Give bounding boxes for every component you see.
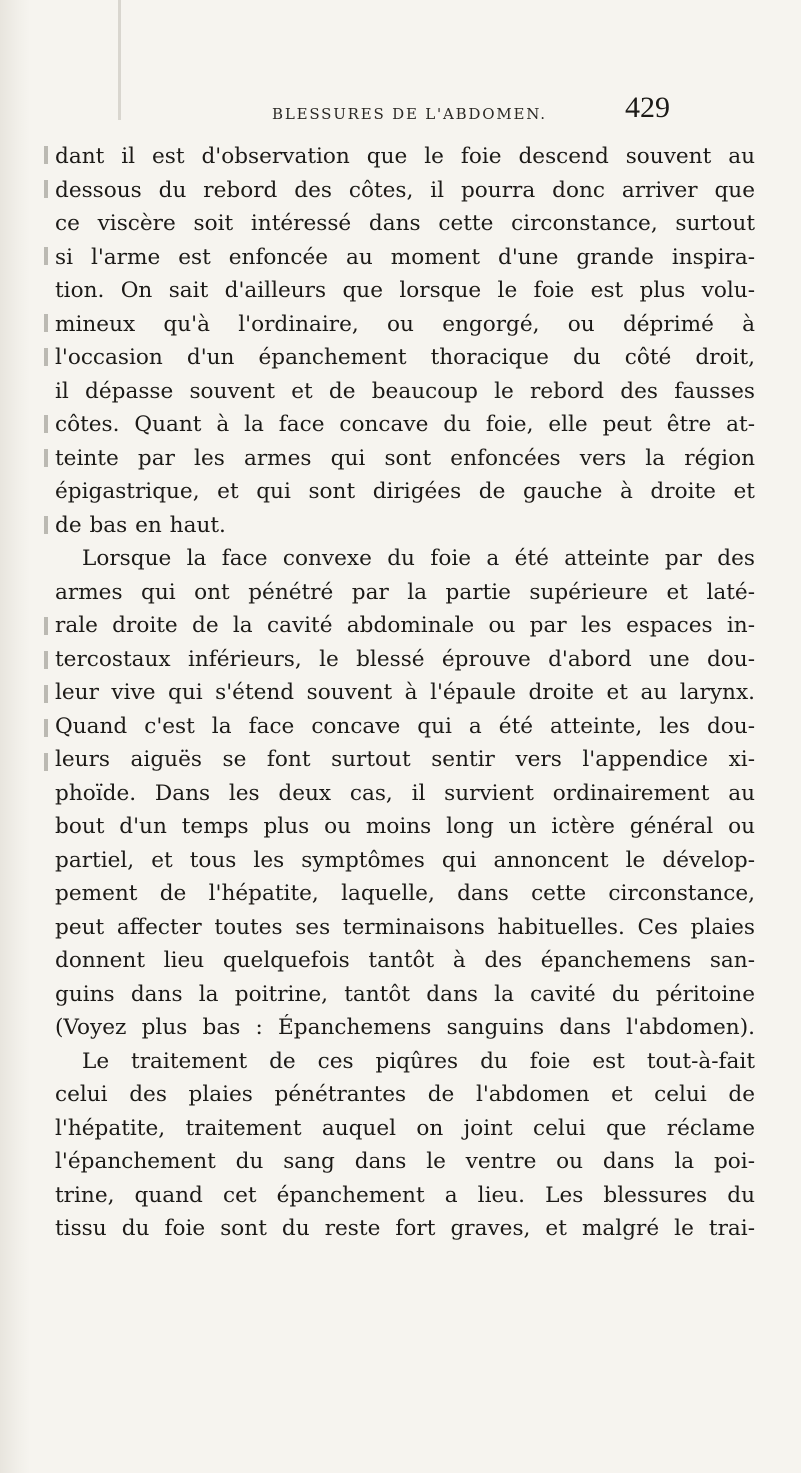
text-line: peut affecter toutes ses terminaisons habituelles. Ces plaies [55,914,755,940]
text-line: ce viscère soit intéressé dans cette circonstance, surtout [55,211,755,236]
gutter-mark [44,146,48,164]
gutter-mark [44,247,48,265]
text-line: leur vive qui s'étend souvent à l'épaule droite et au larynx. [55,680,755,705]
text-line: trine, quand cet épanchement a lieu. Les blessures du [55,1182,755,1208]
text-line: l'hépatite, traitement auquel on joint celui que réclame [55,1115,755,1141]
page-header [52,91,752,137]
text-line: dant il est d'observation que le foie descend souvent au [55,144,755,169]
text-line: Le traitement de ces piqûres du foie est tout-à-fait [82,1048,755,1074]
text-line: celui des plaies pénétrantes de l'abdomen et celui de [55,1082,755,1107]
gutter-mark [44,753,48,771]
text-line: tissu du foie sont du reste fort graves, et malgré le trai- [55,1216,755,1241]
text-line: donnent lieu quelquefois tantôt à des épanchemens san- [55,948,755,973]
running-title: BLESSURES DE L'ABDOMEN. [272,105,547,123]
gutter-mark [44,685,48,703]
gutter-mark [44,314,48,332]
text-line: côtes. Quant à la face concave du foie, elle peut être at- [55,412,755,437]
gutter-mark [44,415,48,433]
gutter-mark [44,617,48,635]
body-text [55,140,755,1246]
text-line: leurs aiguës se font surtout sentir vers l'appendice xi- [55,747,755,772]
gutter-mark [44,719,48,737]
gutter-mark [44,180,48,198]
gutter-mark [44,449,48,467]
text-line: l'occasion d'un épanchement thoracique du côté droit, [55,345,755,370]
text-line: rale droite de la cavité abdominale ou par les espaces in- [55,613,755,638]
text-line: Quand c'est la face concave qui a été atteinte, les dou- [55,713,755,739]
text-line: de bas en haut. [55,512,226,538]
gutter-mark [44,348,48,366]
text-line: teinte par les armes qui sont enfoncées vers la région [55,445,755,471]
gutter-mark [44,651,48,669]
text-line: tercostaux inférieurs, le blessé éprouve d'abord une dou- [55,646,755,672]
text-line: épigastrique, et qui sont dirigées de gauche à droite et [55,479,755,504]
text-line: bout d'un temps plus ou moins long un ictère général ou [55,814,755,839]
page-left-edge [0,0,30,1473]
text-line: il dépasse souvent et de beaucoup le rebord des fausses [55,378,755,404]
text-line: armes qui ont pénétré par la partie supérieure et laté- [55,579,755,605]
text-line: l'épanchement du sang dans le ventre ou dans la poi- [55,1149,755,1174]
text-line: si l'arme est enfoncée au moment d'une grande inspira- [55,244,755,270]
text-line: phoïde. Dans les deux cas, il survient ordinairement au [55,780,755,806]
text-line: mineux qu'à l'ordinaire, ou engorgé, ou déprimé à [55,311,755,337]
text-line: Lorsque la face convexe du foie a été atteinte par des [82,546,755,571]
text-line: tion. On sait d'ailleurs que lorsque le foie est plus volu- [55,278,755,303]
text-line: guins dans la poitrine, tantôt dans la cavité du péritoine [55,981,755,1007]
page-number: 429 [625,91,670,124]
text-line: (Voyez plus bas : Épanchemens sanguins dans l'abdomen). [55,1015,755,1040]
text-line: partiel, et tous les symptômes qui annoncent le dévelop- [55,847,755,873]
text-line: pement de l'hépatite, laquelle, dans cette circonstance, [55,881,755,906]
text-line: dessous du rebord des côtes, il pourra donc arriver que [55,177,755,203]
gutter-mark [44,516,48,534]
